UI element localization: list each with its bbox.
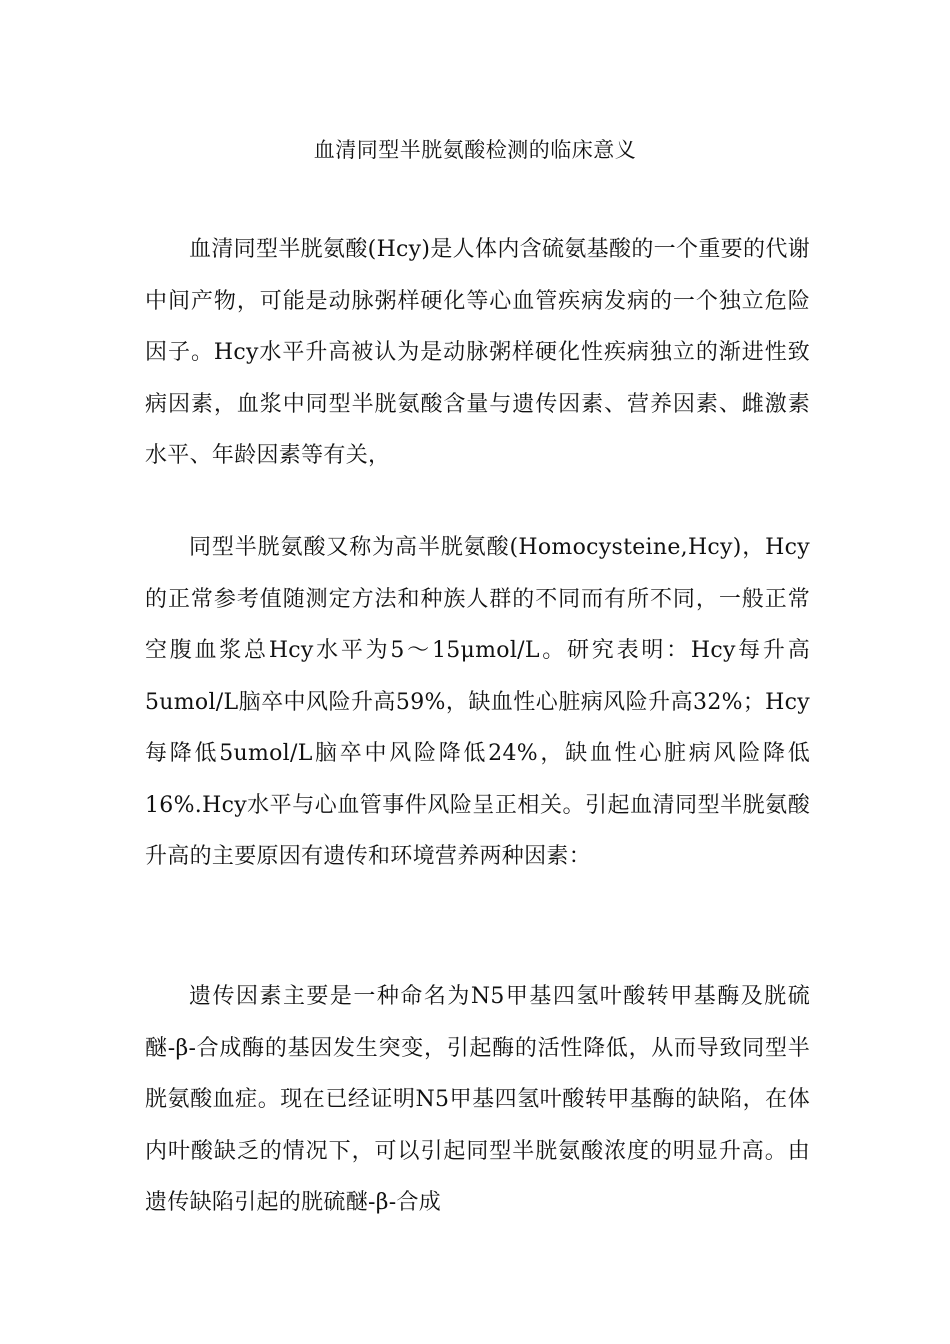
paragraph-genetic-factors: 遗传因素主要是一种命名为N5甲基四氢叶酸转甲基酶及胱硫醚-β-合成酶的基因发生突变，引起酶的活性降低，从而导致同型半胱氨酸血症。现在已经证明N5甲基四氢叶酸转甲基酶的缺陷，在体内叶酸缺乏的情况下，可以引起同型半胱氨酸浓度的明显升高。由遗传缺陷引起的胱硫醚-β-合成 [145, 984, 810, 1215]
paragraph-hcy-reference: 同型半胱氨酸又称为高半胱氨酸(Homocysteine,Hcy)，Hcy的正常参考值随测定方法和种族人群的不同而有所不同，一般正常空腹血浆总Hcy水平为5～15μmol/L。研究表明：Hcy每升高5umol/L脑卒中风险升高59%，缺血性心脏病风险升高32%；Hcy每降低5umol/L脑卒中风险降低24%，缺血性心脏病风险降低16%.Hcy水平与心血管事件风险呈正相关。引起血清同型半胱氨酸升高的主要原因有遗传和环境营养两种因素： [145, 535, 810, 869]
paragraph-hcy-intro: 血清同型半胱氨酸(Hcy)是人体内含硫氨基酸的一个重要的代谢中间产物，可能是动脉粥样硬化等心血管疾病发病的一个独立危险因子。Hcy水平升高被认为是动脉粥样硬化性疾病独立的渐进性致病因素，血浆中同型半胱氨酸含量与遗传因素、营养因素、雌激素水平、年龄因素等有关， [145, 237, 810, 468]
document-title: 血清同型半胱氨酸检测的临床意义 [313, 138, 637, 162]
